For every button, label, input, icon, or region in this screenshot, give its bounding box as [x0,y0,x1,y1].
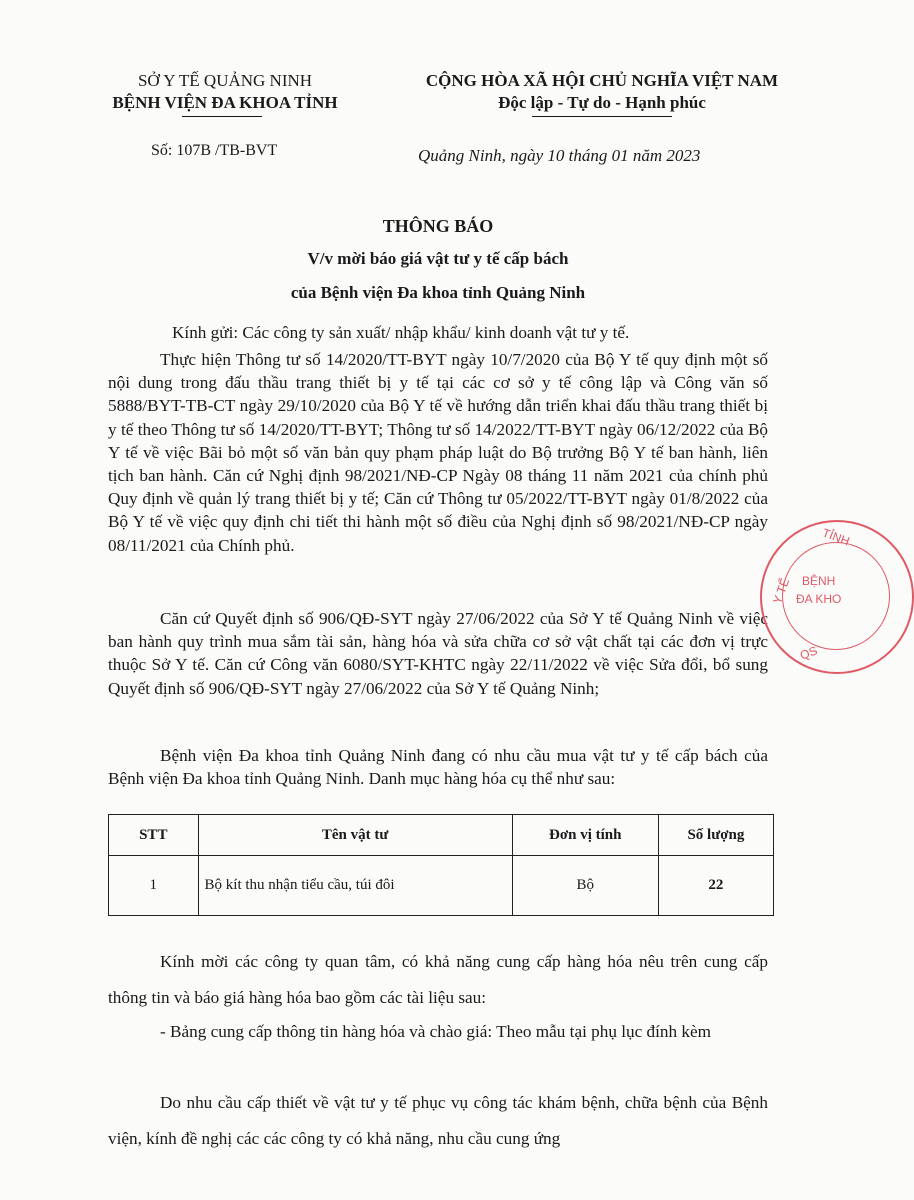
org-parent: SỞ Y TẾ QUẢNG NINH [137,71,313,90]
org-name: BỆNH VIỆN ĐA KHOA TỈNH [112,93,338,112]
stamp-text-bottom: QS [798,643,820,663]
col-header-name: Tên vật tư [198,815,512,856]
stamp-text-top: TỈNH [820,525,852,549]
motto: Độc lập - Tự do - Hạnh phúc [498,93,706,112]
cell-qty: 22 [658,856,773,916]
doc-subtitle-2: của Bệnh viện Đa khoa tỉnh Quảng Ninh [290,283,586,302]
official-stamp [760,520,914,674]
motto-underline [532,116,672,117]
stamp-text-center-2: ĐA KHO [796,592,842,606]
goods-table [108,814,774,916]
paragraph-attachment: - Bảng cung cấp thông tin hàng hóa và chào giá: Theo mẫu tại phụ lục đính kèm [160,1022,711,1041]
paragraph-request: Do nhu cầu cấp thiết về vật tư y tế phục vụ công tác khám bệnh, chữa bệnh của Bệnh viện, kính đề nghị các các công ty có khả năng, nhu cầu cung ứng [108,1093,768,1148]
col-header-stt: STT [109,815,199,856]
doc-title: THÔNG BÁO [382,216,494,236]
place-date: Quảng Ninh, ngày 10 tháng 01 năm 2023 [418,146,701,165]
doc-number: Số: 107B /TB-BVT [151,142,278,159]
org-underline [182,116,262,117]
paragraph-legal-basis-2: Căn cứ Quyết định số 906/QĐ-SYT ngày 27/06/2022 của Sở Y tế Quảng Ninh về việc ban hành quy trình mua sắm tài sản, hàng hóa và sửa chữa cơ sở vật chất tại các đơn vị trực thuộc Sở Y tế. Căn cứ Công văn 6080/SYT-KHTC ngày 22/11/2022 về việc Sửa đổi, bổ sung Quyết định số 906/QĐ-SYT ngày 27/06/2022 của Sở Y tế Quảng Ninh; [108,609,768,698]
doc-subtitle-1: V/v mời báo giá vật tư y tế cấp bách [307,249,569,268]
table-row [109,856,774,916]
paragraph-needs: Bệnh viện Đa khoa tỉnh Quảng Ninh đang có nhu cầu mua vật tư y tế cấp bách của Bệnh viện Đa khoa tỉnh Quảng Ninh. Danh mục hàng hóa cụ thể như sau: [108,746,768,789]
cell-name: Bộ kít thu nhận tiểu cầu, túi đôi [198,856,512,916]
stamp-text-center-1: BỆNH [802,574,836,588]
paragraph-invitation: Kính mời các công ty quan tâm, có khả năng cung cấp hàng hóa nêu trên cung cấp thông tin và báo giá hàng hóa bao gồm các tài liệu sau: [108,952,768,1007]
cell-unit: Bộ [512,856,658,916]
col-header-unit: Đơn vị tính [512,815,658,856]
cell-stt: 1 [109,856,199,916]
paragraph-legal-basis-1: Thực hiện Thông tư số 14/2020/TT-BYT ngày 10/7/2020 của Bộ Y tế quy định một số nội dung trong đấu thầu trang thiết bị y tế tại các cơ sở y tế công lập và Công văn số 5888/BYT-TB-CT ngày 29/10/2020 của Bộ Y tế về hướng dẫn triển khai đấu thầu trang thiết bị y tế theo Thông tư số 14/2020/TT-BYT; Thông tư số 14/2022/TT-BYT ngày 06/12/2022 của Bộ Y tế về việc Bãi bỏ một số văn bản quy phạm pháp luật do Bộ trưởng Bộ Y tế ban hành, liên tịch ban hành. Căn cứ Nghị định 98/2021/NĐ-CP Ngày 08 tháng 11 năm 2021 của chính phủ Quy định về quản lý trang thiết bị y tế; Căn cứ Thông tư 05/2022/TT-BYT ngày 01/8/2022 của Bộ Y tế về việc quy định chi tiết thi hành một số điều của Nghị định số 98/2021/NĐ-CP ngày 08/11/2021 của Chính phủ. [108,350,768,555]
country-name: CỘNG HÒA XÃ HỘI CHỦ NGHĨA VIỆT NAM [425,71,779,90]
col-header-qty: Số lượng [658,815,773,856]
stamp-text-left: Y TẾ [770,576,793,606]
recipient-line: Kính gửi: Các công ty sản xuất/ nhập khẩu/ kinh doanh vật tư y tế. [172,323,630,342]
